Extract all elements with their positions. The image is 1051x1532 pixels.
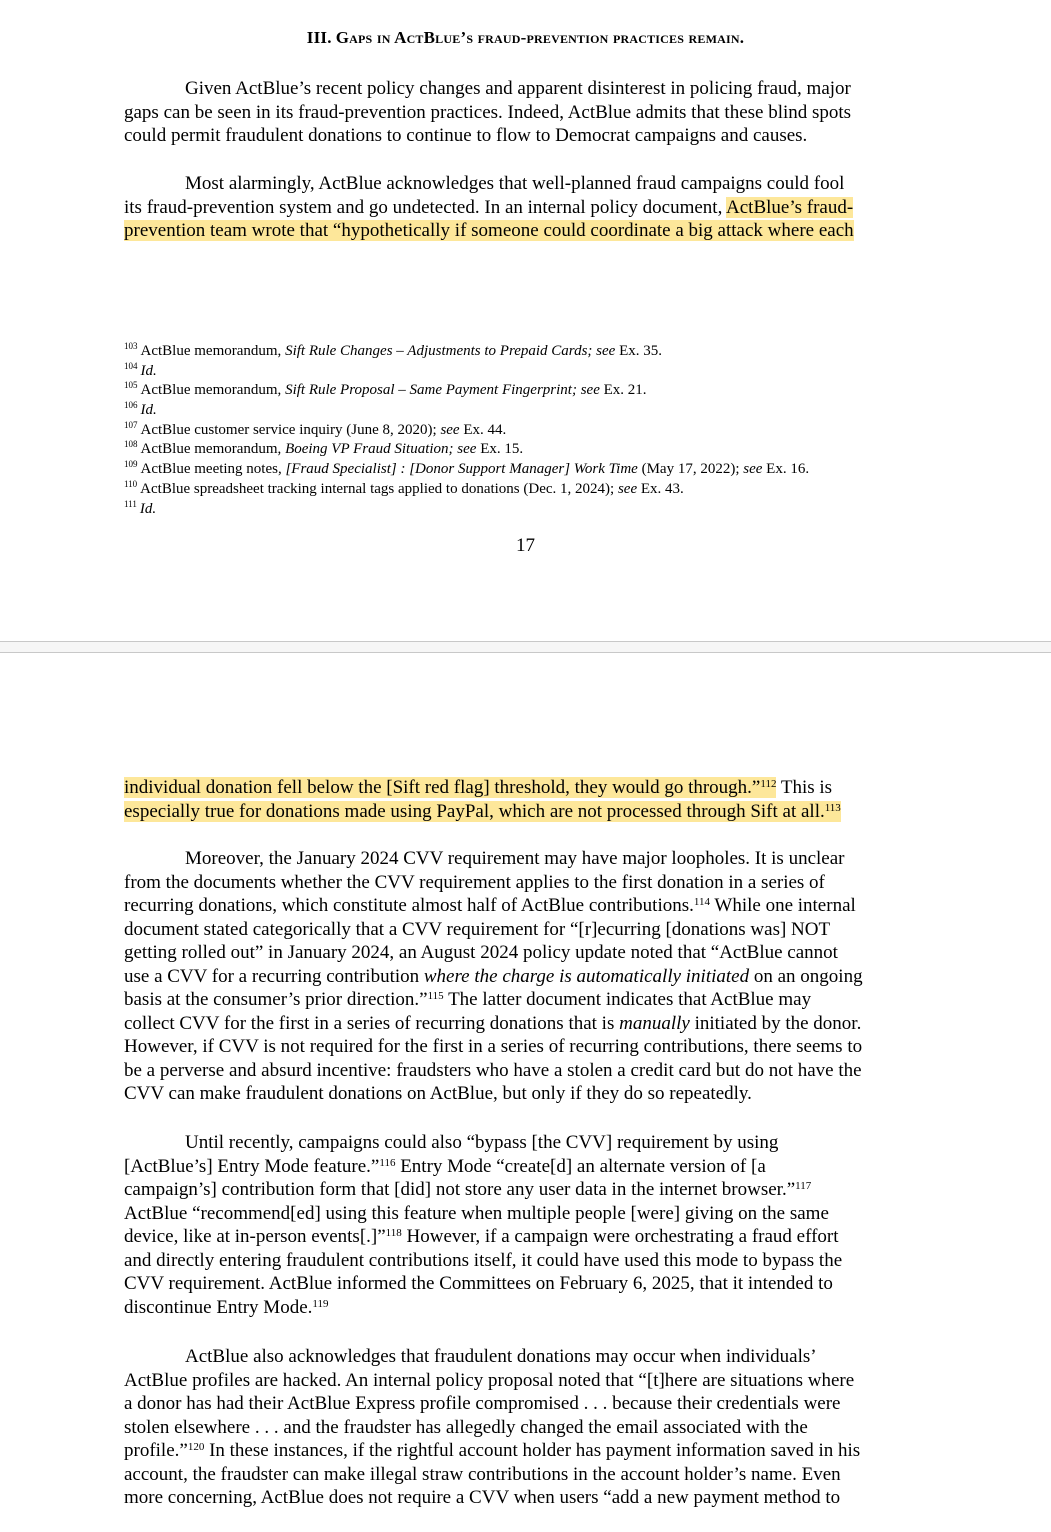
- text-line: gaps can be seen in its fraud-prevention practices. Indeed, ActBlue admits that these blind spots: [124, 101, 852, 123]
- text-line: [124, 894, 930, 918]
- text-line: ActBlue “recommend[ed] using this feature when multiple people [were] giving on the same: [124, 1202, 829, 1224]
- document-page-18: [0, 652, 1051, 1532]
- footnote-number: 104: [124, 360, 138, 371]
- text-run: campaign’s] contribution form that [did] not store any user data in the internet browser.”: [124, 1179, 796, 1200]
- text-run: its fraud-prevention system and go undetected. In an internal policy document,: [124, 196, 727, 218]
- text-line: [124, 196, 930, 220]
- text-line: CVV requirement. ActBlue informed the Committees on February 6, 2025, that it intended to: [124, 1273, 833, 1294]
- text-run: The latter document indicates that ActBlue may: [443, 989, 812, 1010]
- footnote-103: [124, 342, 944, 362]
- footnote-number: 111: [124, 498, 137, 509]
- text-run: device, like at in-person events[.]”: [124, 1226, 386, 1247]
- text-run: Entry Mode “create[d] an alternate version of [a: [395, 1155, 766, 1177]
- footnote-number: 103: [124, 341, 138, 351]
- text-line: more concerning, ActBlue does not require a CVV when users “add a new payment method to: [124, 1487, 841, 1508]
- text-line: [124, 1225, 930, 1249]
- paragraph-gaps: [124, 77, 930, 148]
- paragraph-cvv-loopholes: [124, 847, 930, 1106]
- footnote-ref: 117: [795, 1180, 812, 1192]
- text-line: However, if CVV is not required for the first in a series of recurring contributions, there seems to: [124, 1036, 863, 1057]
- text-run: [ActBlue’s] Entry Mode feature.”: [124, 1155, 380, 1177]
- text-line: [124, 1155, 930, 1179]
- footnote-text: Ex. 16.: [762, 461, 810, 478]
- document-page-17: [0, 0, 1051, 640]
- text-line: stolen elsewhere . . . and the fraudster has allegedly changed the email associated with the: [124, 1416, 808, 1438]
- text-line: be a perverse and absurd incentive: fraudsters who have a stolen a credit card but do not have the: [124, 1059, 862, 1081]
- footnote-text: Ex. 15.: [476, 441, 524, 458]
- footnote-italic: Id.: [140, 362, 157, 379]
- section-title: Gaps in ActBlue’s fraud-prevention practices remain.: [335, 28, 745, 47]
- text-line: Given ActBlue’s recent policy changes and apparent disinterest in policing fraud, major: [185, 78, 851, 99]
- text-line: and directly entering fraudulent contributions itself, it could have used this mode to bypass the: [124, 1249, 843, 1271]
- footnote-text: ActBlue memorandum,: [140, 441, 286, 458]
- text-line: [124, 1439, 930, 1463]
- text-line: getting rolled out” in January 2024, an August 2024 policy update noted that “ActBlue cannot: [124, 942, 838, 963]
- italic-text: manually: [619, 1012, 690, 1034]
- footnote-105: [124, 381, 944, 401]
- footnote-number: 110: [124, 478, 138, 489]
- footnote-see: see: [617, 480, 638, 497]
- footnote-106: [124, 401, 944, 421]
- text-line: account, the fraudster can make illegal straw contributions in the account holder’s name. Even: [124, 1463, 841, 1485]
- paragraph-hacked-profiles: [124, 1345, 930, 1510]
- text-run: While one internal: [709, 895, 856, 916]
- footnote-see: see: [580, 382, 600, 399]
- footnote-text: (May 17, 2022);: [637, 461, 744, 478]
- footnote-italic: Id.: [140, 402, 157, 419]
- text-run: on an ongoing: [749, 965, 863, 987]
- footnote-text: ActBlue spreadsheet tracking internal tags applied to donations (Dec. 1, 2024);: [140, 480, 618, 497]
- footnote-text: Ex. 43.: [637, 480, 684, 497]
- footnote-ref: 112: [760, 778, 777, 790]
- footnote-see: see: [440, 421, 460, 438]
- footnote-number: 105: [124, 380, 138, 391]
- footnote-italic: [Fraud Specialist] : [Donor Support Manager] Work Time: [285, 461, 638, 478]
- text-line: document stated categorically that a CVV requirement for “[r]ecurring [donations was] NOT: [124, 918, 831, 940]
- text-line: Moreover, the January 2024 CVV requirement may have major loopholes. It is unclear: [185, 848, 845, 869]
- footnote-111: [124, 500, 944, 520]
- footnote-109: [124, 460, 944, 480]
- footnote-text: ActBlue memorandum,: [140, 382, 286, 399]
- footnote-ref: 119: [312, 1297, 329, 1310]
- text-run: especially true for donations made using PayPal, which are not processed through Sift at all.: [124, 800, 825, 822]
- text-run: This is: [776, 777, 833, 798]
- footnote-ref: 113: [824, 801, 841, 814]
- footnote-number: 109: [124, 459, 138, 470]
- text-line: could permit fraudulent donations to continue to flow to Democrat campaigns and causes.: [124, 125, 808, 146]
- text-line: CVV can make fraudulent donations on ActBlue, but only if they do so repeatedly.: [124, 1083, 752, 1104]
- text-run: recurring donations, which constitute almost half of ActBlue contributions.: [124, 895, 694, 916]
- highlighted-text: prevention team wrote that “hypothetically if someone could coordinate a big attack where each: [124, 220, 854, 241]
- text-line: Until recently, campaigns could also “bypass [the CVV] requirement by using: [185, 1132, 779, 1153]
- text-line: [124, 1178, 930, 1202]
- text-run: In these instances, if the rightful account holder has payment information saved in his: [204, 1440, 861, 1461]
- text-line: [124, 776, 930, 800]
- footnote-ref: 116: [379, 1156, 396, 1169]
- footnote-number: 108: [124, 439, 138, 450]
- text-run: initiated by the donor.: [689, 1012, 862, 1034]
- footnote-text: Ex. 44.: [459, 421, 507, 438]
- text-line: a donor has had their ActBlue Express profile compromised . . . because their credentials were: [124, 1393, 841, 1414]
- footnote-see: see: [596, 343, 616, 359]
- text-run: use a CVV for a recurring contribution: [124, 965, 424, 987]
- text-line: [124, 219, 930, 243]
- footnote-text: Ex. 21.: [599, 382, 647, 399]
- footnote-107: [124, 421, 944, 441]
- text-line: ActBlue profiles are hacked. An internal policy proposal noted that “[t]here are situations where: [124, 1369, 855, 1391]
- footnote-108: [124, 440, 944, 460]
- italic-text: where the charge is automatically initiated: [423, 965, 750, 987]
- text-run: discontinue Entry Mode.: [124, 1296, 313, 1318]
- footnote-italic: Sift Rule Changes – Adjustments to Prepaid Cards;: [285, 343, 593, 359]
- text-line: [124, 988, 930, 1012]
- footnote-text: Ex. 35.: [615, 343, 662, 359]
- paragraph-continued: [124, 776, 930, 823]
- section-number: III.: [306, 28, 332, 47]
- text-line: from the documents whether the CVV requirement applies to the first donation in a series of: [124, 871, 825, 893]
- text-run: However, if a campaign were orchestrating a fraud effort: [401, 1226, 839, 1247]
- footnote-italic: Id.: [139, 500, 157, 517]
- paragraph-entry-mode: [124, 1131, 930, 1319]
- footnote-text: ActBlue customer service inquiry (June 8, 2020);: [140, 421, 441, 438]
- paragraph-alarmingly: [124, 172, 930, 243]
- text-run: basis at the consumer’s prior direction.”: [124, 989, 428, 1010]
- footnote-104: [124, 362, 944, 382]
- text-line: [124, 1012, 930, 1036]
- text-run: individual donation fell below the [Sift red flag] threshold, they would go through.”: [124, 777, 761, 798]
- page-number: 17: [516, 535, 535, 556]
- footnote-number: 107: [124, 419, 138, 430]
- text-line: ActBlue also acknowledges that fraudulent donations may occur when individuals’: [185, 1346, 817, 1367]
- footnote-ref: 115: [427, 990, 444, 1002]
- footnote-see: see: [457, 441, 477, 458]
- text-line: [124, 800, 930, 824]
- footnote-ref: 120: [187, 1441, 205, 1453]
- footnote-number: 106: [124, 400, 138, 411]
- footnote-ref: 114: [693, 896, 710, 908]
- text-run: profile.”: [124, 1440, 188, 1461]
- footnote-italic: Boeing VP Fraud Situation;: [285, 441, 454, 458]
- footnote-italic: Sift Rule Proposal – Same Payment Fingerprint;: [285, 382, 577, 399]
- text-line: Most alarmingly, ActBlue acknowledges that well-planned fraud campaigns could fool: [185, 173, 845, 194]
- text-line: [124, 965, 930, 989]
- footnotes: [124, 342, 944, 519]
- highlighted-text: [124, 777, 776, 798]
- highlighted-text: ActBlue’s fraud-: [726, 196, 854, 218]
- footnote-text: ActBlue meeting notes,: [140, 461, 286, 478]
- text-run: collect CVV for the first in a series of recurring donations that is: [124, 1012, 620, 1034]
- footnote-110: [124, 480, 944, 500]
- footnote-text: ActBlue memorandum,: [140, 343, 286, 359]
- footnote-see: see: [743, 461, 763, 478]
- text-line: [124, 1296, 930, 1320]
- footnote-ref: 118: [385, 1227, 402, 1239]
- highlighted-text: [124, 801, 841, 822]
- section-heading: [0, 28, 1051, 48]
